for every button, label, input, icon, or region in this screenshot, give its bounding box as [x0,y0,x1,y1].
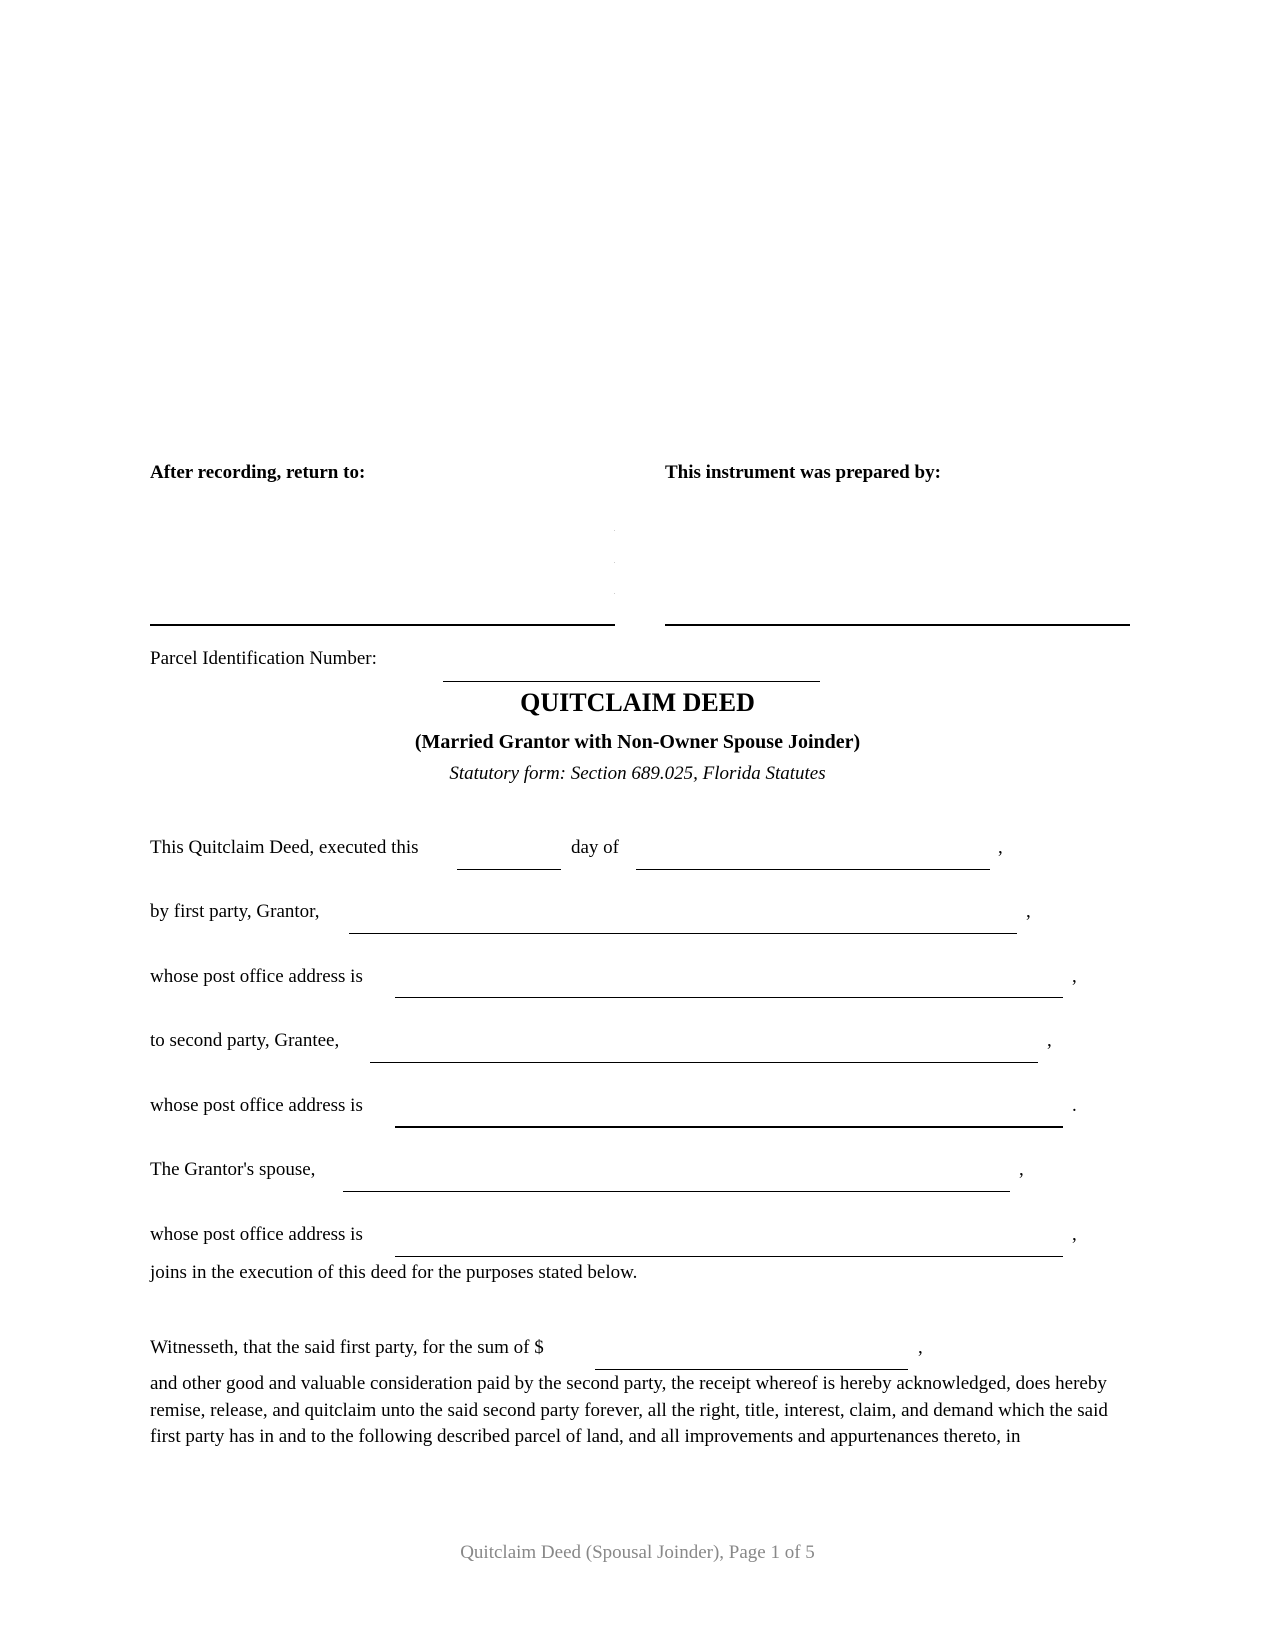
grantor-address-label: whose post office address is [150,966,363,987]
execution-day-field[interactable] [457,869,561,870]
grantee-label: to second party, Grantee, [150,1030,340,1051]
period: . [1072,1095,1077,1116]
page-subtitle: (Married Grantor with Non-Owner Spouse Joinder) [414,731,861,753]
consideration-amount-field[interactable] [595,1369,908,1370]
separator-dot [614,562,615,563]
parcel-id-field[interactable] [443,681,820,682]
return-to-line[interactable] [150,624,615,626]
spouse-address-label: whose post office address is [150,1224,363,1245]
grantor-label: by first party, Grantor, [150,901,320,922]
execution-month-year-field[interactable] [636,869,990,870]
comma: , [998,837,1003,858]
comma: , [1019,1159,1024,1180]
joins-statement: joins in the execution of this deed for the purposes stated below. [150,1262,638,1283]
grantee-address-field[interactable] [395,1126,1063,1128]
separator-dot [614,530,615,531]
executed-label: This Quitclaim Deed, executed this [150,837,419,858]
grantor-name-field[interactable] [349,933,1017,934]
prepared-by-label: This instrument was prepared by: [665,462,941,483]
spouse-label: The Grantor's spouse, [150,1159,316,1180]
statute-reference: Statutory form: Section 689.025, Florida Statutes [449,763,826,784]
grantee-address-label: whose post office address is [150,1095,363,1116]
page-title: QUITCLAIM DEED [520,688,755,717]
comma: , [1047,1030,1052,1051]
prepared-by-line[interactable] [665,624,1130,626]
spouse-name-field[interactable] [343,1191,1010,1192]
day-of-label: day of [571,837,620,858]
conveyance-paragraph: and other good and valuable consideration paid by the second party, the receipt whereof is hereby acknowledged, does hereby remise, release, and quitclaim unto the said second party forever, all the right, title, interest, claim, and demand which the said first party has in and to the following described parcel of land, and all improvements and appurtenances thereto, in [150,1373,1108,1447]
consideration-label: Witnesseth, that the said first party, for the sum of $ [150,1337,544,1358]
grantor-address-field[interactable] [395,997,1063,998]
grantee-name-field[interactable] [370,1062,1038,1063]
comma: , [1072,966,1077,987]
comma: , [1072,1224,1077,1245]
comma: , [1026,901,1031,922]
comma: , [918,1337,923,1358]
separator-dot [614,593,615,594]
spouse-address-field[interactable] [395,1256,1063,1257]
page-footer: Quitclaim Deed (Spousal Joinder), Page 1 of 5 [460,1542,815,1563]
return-to-label: After recording, return to: [150,462,366,483]
parcel-id-label: Parcel Identification Number: [150,648,377,669]
